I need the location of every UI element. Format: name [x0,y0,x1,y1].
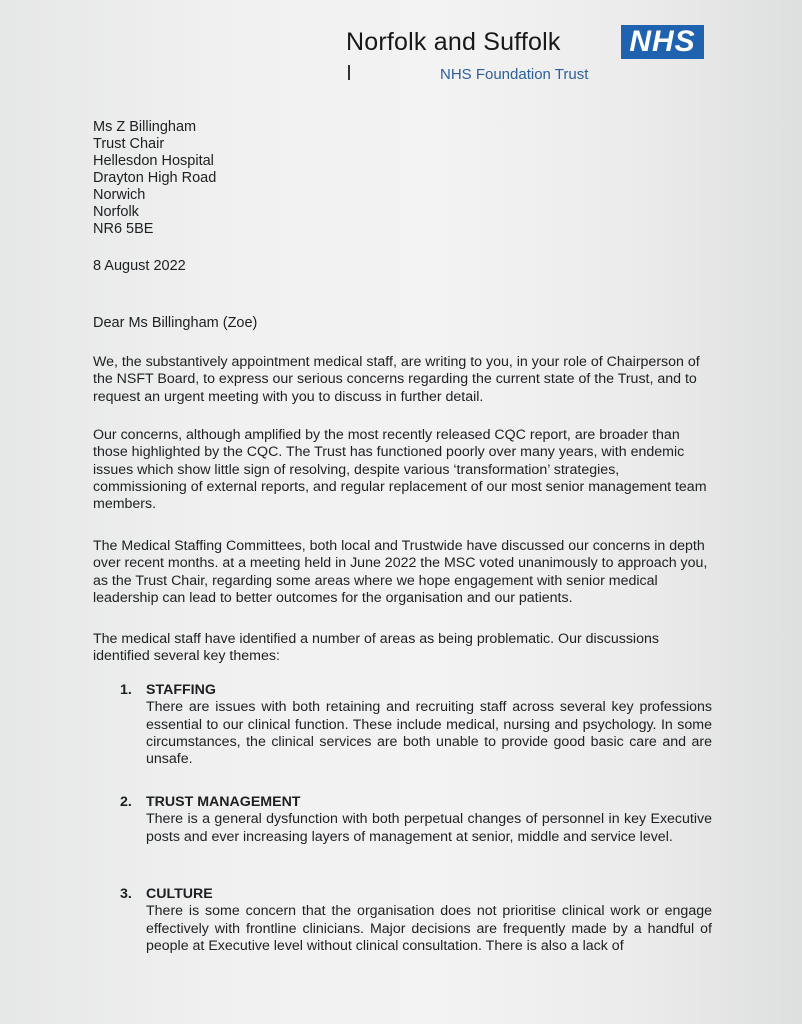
address-line: Trust Chair [93,136,165,152]
recipient-address [93,119,216,238]
theme-number: 2. [120,794,132,810]
address-line: Ms Z Billingham [93,119,197,135]
theme-item [120,886,712,955]
theme-number: 3. [120,886,132,902]
letter-date: 8 August 2022 [93,258,186,274]
theme-heading: STAFFING [146,682,216,698]
theme-text: There are issues with both retaining and recruiting staff across several key professions essential to our clinical function. These include medical, nursing and psychology. In some circumstances, the clinical services are both unable to provide good basic care and are unsafe. [146,699,712,768]
theme-heading: TRUST MANAGEMENT [146,794,301,810]
trust-subtitle: NHS Foundation Trust [440,66,589,83]
trust-name: Norfolk and Suffolk [346,28,561,56]
address-line: Norwich [93,187,146,203]
paragraph: The Medical Staffing Committees, both local and Trustwide have discussed our concerns in depth over recent months. at a meeting held in June 2022 the MSC voted unanimously to approach you, as the Trust Chair, regarding some areas where we hope engagement with senior medical leadership can lead to better outcomes for the organisation and our patients. [93,538,708,606]
theme-item [120,794,712,846]
address-line: NR6 5BE [93,221,154,237]
theme-text: There is some concern that the organisation does not prioritise clinical work or engage effectively with frontline clinicians. Major decisions are frequently made by a handful of people at Executive level without clinical consultation. There is also a lack of [146,903,712,954]
address-line: Norfolk [93,204,139,220]
paragraph: Our concerns, although amplified by the most recently released CQC report, are broader than those highlighted by the CQC. The Trust has functioned poorly over many years, with endemic issues which show little sign of resolving, despite various ‘transformation’ strategies, commissioning of external reports, and regular replacement of our most senior management team members. [93,427,707,513]
paragraph: We, the substantively appointment medical staff, are writing to you, in your role of Chairperson of the NSFT Board, to express our serious concerns regarding the current state of the Trust, and to request an urgent meeting with you to discuss in further detail. [93,354,700,405]
theme-number: 1. [120,682,132,698]
theme-text: There is a general dysfunction with both perpetual changes of personnel in key Executive posts and ever increasing layers of management at senior, middle and service level. [146,811,712,845]
theme-heading: CULTURE [146,886,213,902]
margin-mark [348,65,350,80]
salutation: Dear Ms Billingham (Zoe) [93,315,258,331]
address-line: Hellesdon Hospital [93,153,214,169]
nhs-logo: NHS [621,25,704,59]
paragraph: The medical staff have identified a number of areas as being problematic. Our discussions identified several key themes: [93,631,659,665]
address-line: Drayton High Road [93,170,217,186]
theme-item [120,682,712,768]
